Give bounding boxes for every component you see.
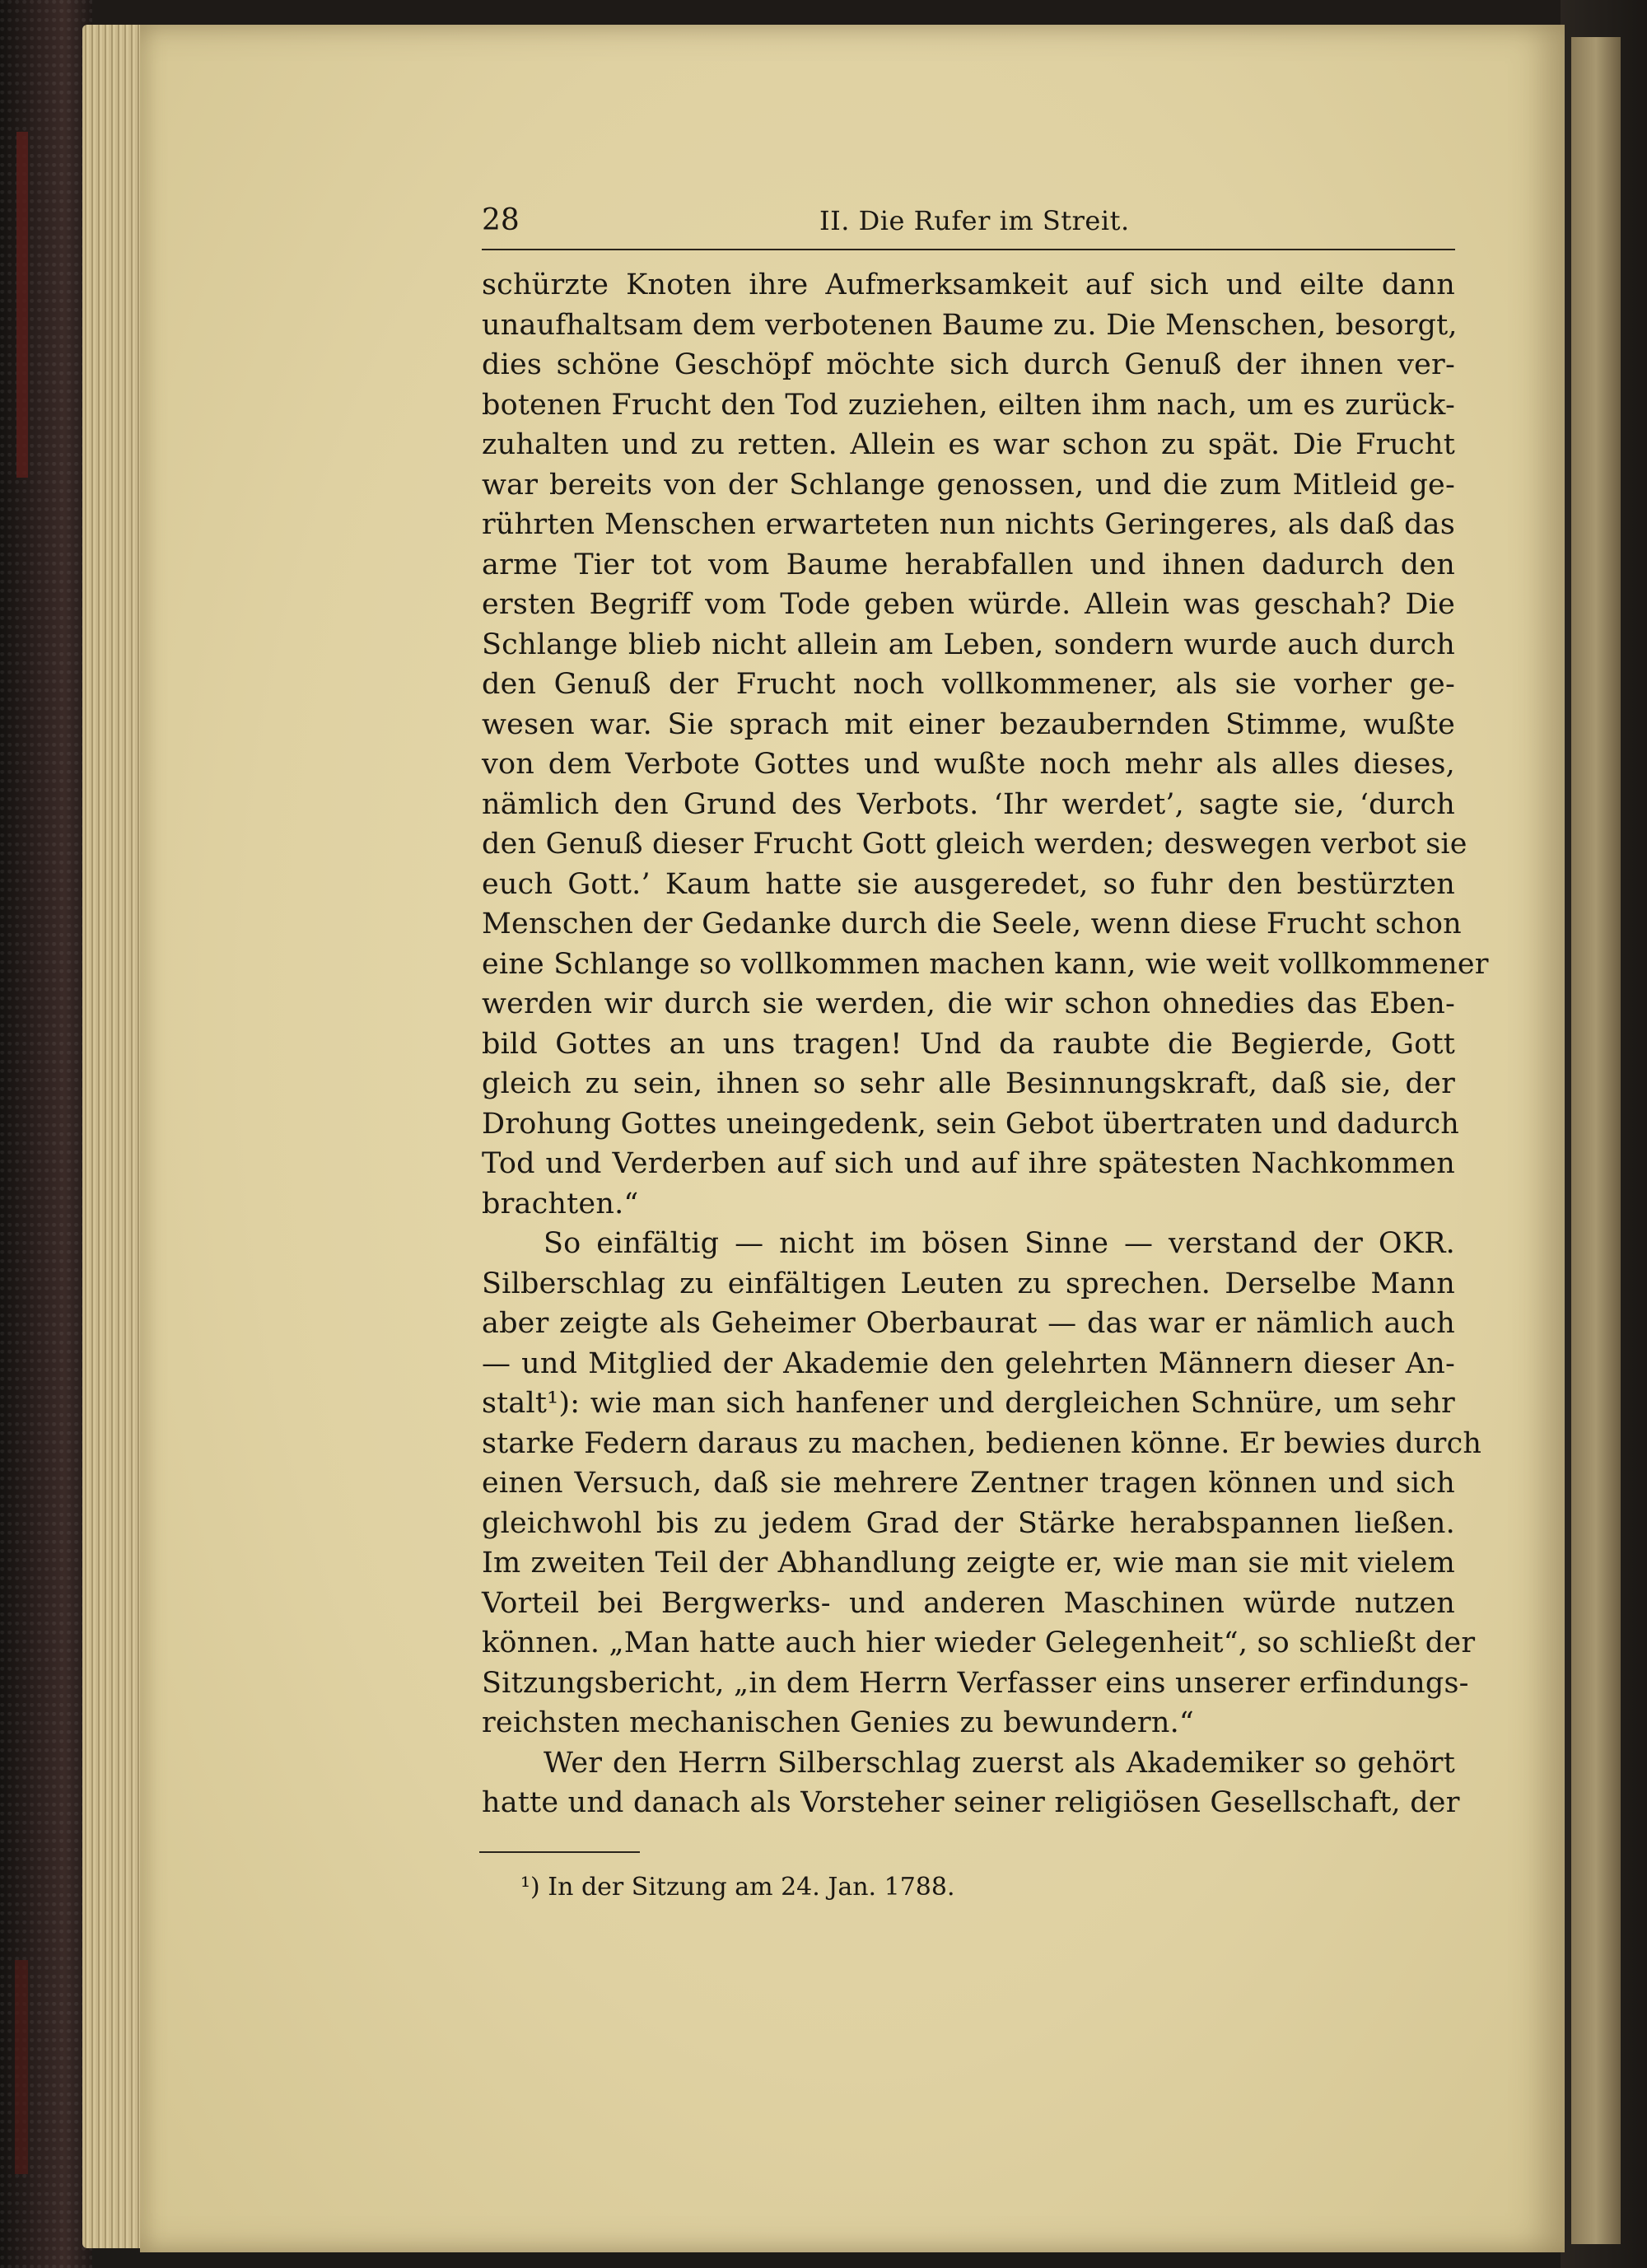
- book-cover-binding: [0, 0, 92, 2268]
- text-line: Im zweiten Teil der Abhandlung zeigte er, wie man sie mit vielem: [482, 1547, 1455, 1580]
- text-line: den Genuß der Frucht noch vollkommener, als sie vorher ge-: [482, 668, 1455, 701]
- header-rule: [482, 249, 1455, 250]
- running-header: [482, 198, 1453, 244]
- text-line: So einfältig — nicht im bösen Sinne — verstand der OKR.: [544, 1227, 1455, 1260]
- top-dark-strip: [0, 0, 1647, 25]
- text-line: den Genuß dieser Frucht Gott gleich werden; deswegen verbot sie: [482, 828, 1467, 861]
- text-line: hatte und danach als Vorsteher seiner religiösen Gesellschaft, der: [482, 1786, 1460, 1819]
- text-line: arme Tier tot vom Baume herabfallen und ihnen dadurch den: [482, 548, 1455, 581]
- text-line: — und Mitglied der Akademie den gelehrten Männern dieser An-: [482, 1346, 1455, 1380]
- text-line: aber zeigte als Geheimer Oberbaurat — das war er nämlich auch: [482, 1307, 1455, 1340]
- text-line: euch Gott.’ Kaum hatte sie ausgeredet, so fuhr den bestürzten: [482, 867, 1455, 901]
- binding-red-mark: [15, 1960, 28, 2174]
- text-line: brachten.“: [482, 1187, 639, 1220]
- text-line: bild Gottes an uns tragen! Und da raubte die Begierde, Gott: [482, 1027, 1455, 1061]
- text-line: Menschen der Gedanke durch die Seele, wenn diese Frucht schon: [482, 908, 1462, 940]
- text-line: Vorteil bei Bergwerks- und anderen Maschinen würde nutzen: [482, 1586, 1455, 1620]
- page-number: 28: [482, 203, 520, 237]
- binding-red-mark: [16, 132, 28, 478]
- text-line: Sitzungsbericht, „in dem Herrn Verfasser eins unserer erfindungs-: [482, 1666, 1469, 1700]
- text-line: starke Federn daraus zu machen, bedienen könne. Er bewies durch: [482, 1426, 1482, 1460]
- text-line: dies schöne Geschöpf möchte sich durch Genuß der ihnen ver-: [482, 348, 1455, 381]
- text-line: zuhalten und zu retten. Allein es war schon zu spät. Die Frucht: [482, 428, 1455, 461]
- text-line: einen Versuch, daß sie mehrere Zentner tragen können und sich: [482, 1467, 1455, 1500]
- text-line: wesen war. Sie sprach mit einer bezaubernden Stimme, wußte: [482, 707, 1455, 741]
- text-line: ersten Begriff vom Tode geben würde. Allein was geschah? Die: [482, 588, 1455, 621]
- footnote: ¹) In der Sitzung am 24. Jan. 1788.: [520, 1873, 955, 1902]
- body-text: [482, 265, 1489, 1823]
- page-stack-edges: [82, 25, 148, 2248]
- text-line: werden wir durch sie werden, die wir schon ohnedies das Eben-: [482, 987, 1455, 1020]
- text-line: nämlich den Grund des Verbots. ‘Ihr werdet’, sagte sie, ‘durch: [482, 787, 1455, 821]
- text-line: botenen Frucht den Tod zuziehen, eilten ihm nach, um es zurück-: [482, 388, 1455, 422]
- text-line: rührten Menschen erwarteten nun nichts Geringeres, als daß das: [482, 508, 1455, 541]
- text-line: Drohung Gottes uneingedenk, sein Gebot übertraten und dadurch: [482, 1107, 1460, 1141]
- text-line: war bereits von der Schlange genossen, und die zum Mitleid ge-: [482, 468, 1455, 502]
- text-line: gleichwohl bis zu jedem Grad der Stärke herabspannen ließen.: [482, 1506, 1455, 1540]
- text-line: schürzte Knoten ihre Aufmerksamkeit auf sich und eilte dann: [482, 268, 1455, 301]
- text-line: Schlange blieb nicht allein am Leben, sondern wurde auch durch: [482, 628, 1455, 661]
- text-line: unaufhaltsam dem verbotenen Baume zu. Die Menschen, besorgt,: [482, 308, 1458, 342]
- text-line: Tod und Verderben auf sich und auf ihre spätesten Nachkommen: [482, 1147, 1455, 1180]
- text-line: können. „Man hatte auch hier wieder Gelegenheit“, so schließt der: [482, 1626, 1476, 1659]
- footnote-rule: [479, 1851, 640, 1853]
- text-line: reichsten mechanischen Genies zu bewundern.“: [482, 1706, 1195, 1739]
- facing-page-edge: [1571, 37, 1621, 2244]
- text-line: Wer den Herrn Silberschlag zuerst als Akademiker so gehört: [544, 1746, 1455, 1780]
- text-line: von dem Verbote Gottes und wußte noch mehr als alles dieses,: [482, 748, 1455, 781]
- text-line: eine Schlange so vollkommen machen kann, wie weit vollkommener: [482, 947, 1489, 981]
- text-line: gleich zu sein, ihnen so sehr alle Besinnungskraft, daß sie, der: [482, 1067, 1455, 1100]
- text-line: Silberschlag zu einfältigen Leuten zu sprechen. Derselbe Mann: [482, 1267, 1455, 1300]
- running-title: II. Die Rufer im Streit.: [819, 205, 1130, 236]
- text-line: stalt¹): wie man sich hanfener und dergleichen Schnüre, um sehr: [482, 1387, 1455, 1420]
